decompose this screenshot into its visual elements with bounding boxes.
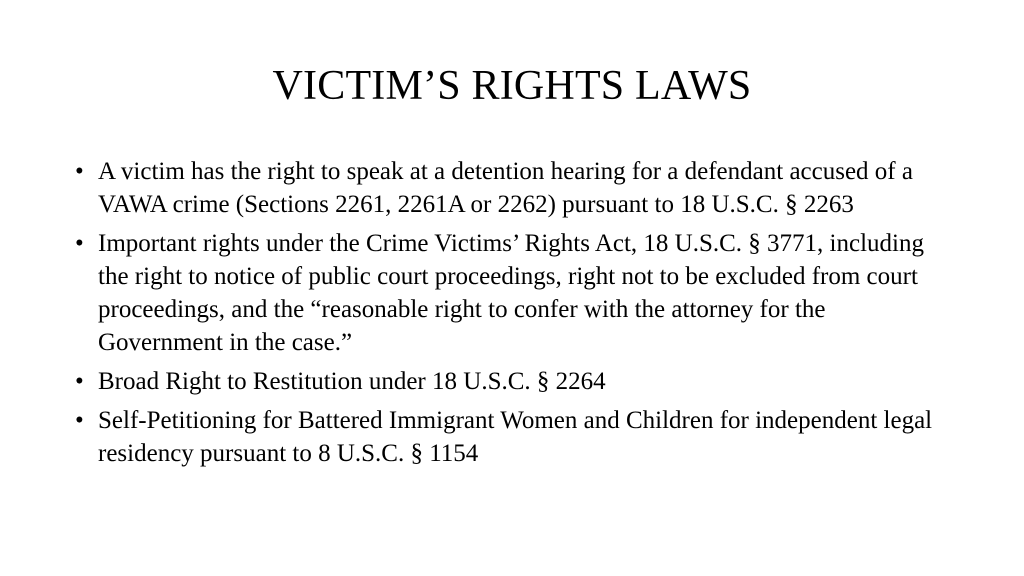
bullet-text: Important rights under the Crime Victims’ Rights Act, 18 U.S.C. § 3771, including the right to notice of public court proceedings, right not to be excluded from court proceedings, and the “reasonable right to confer with the attorney for the Government in the case.”: [98, 230, 924, 356]
bullet-item: [75, 404, 950, 470]
bullet-item: [75, 365, 950, 398]
slide-title: VICTIM’S RIGHTS LAWS: [272, 63, 752, 109]
bullet-dot-icon: •: [75, 368, 84, 395]
bullet-text: Broad Right to Restitution under 18 U.S.C. § 2264: [98, 368, 606, 395]
bullet-list: [75, 155, 950, 476]
bullet-item: [75, 155, 950, 221]
bullet-dot-icon: •: [75, 407, 84, 434]
bullet-dot-icon: •: [75, 158, 84, 185]
bullet-item: [75, 227, 950, 359]
bullet-text: Self-Petitioning for Battered Immigrant Women and Children for independent legal residency pursuant to 8 U.S.C. § 1154: [98, 407, 933, 467]
bullet-text: A victim has the right to speak at a detention hearing for a defendant accused of a VAWA crime (Sections 2261, 2261A or 2262) pursuant to 18 U.S.C. § 2263: [98, 158, 913, 218]
bullet-dot-icon: •: [75, 230, 84, 257]
